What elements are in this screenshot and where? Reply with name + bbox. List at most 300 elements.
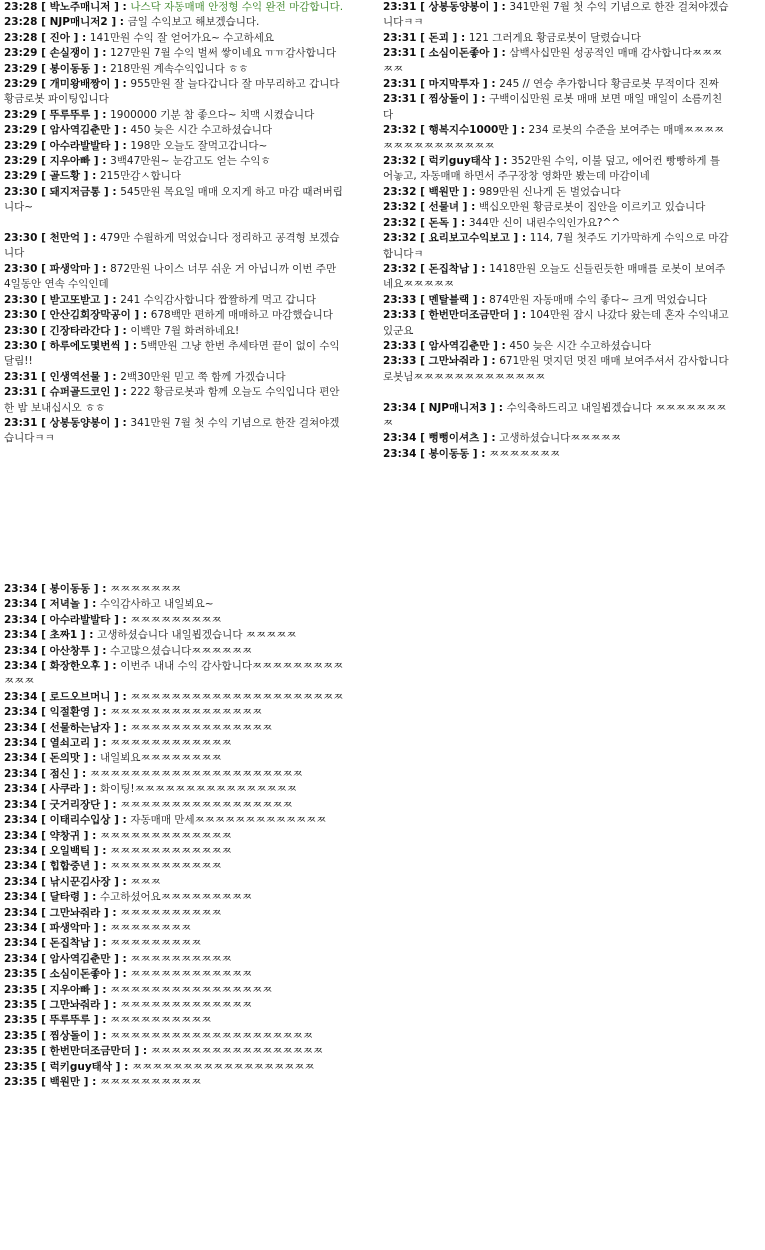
message-text: 479만 수월하게 먹었습니다 정리하고 공격형 보겠습니다 (4, 232, 340, 260)
bracket-close: ] : (486, 401, 507, 414)
bracket-open: [ (37, 737, 50, 750)
message-text: 545만원 목요일 매매 오지게 하고 마감 때려버립니다~ (4, 185, 343, 214)
bracket-open: [ (37, 629, 50, 642)
chat-message (4, 339, 346, 370)
message-timestamp: 23:30 (4, 185, 38, 198)
bracket-open: [ (416, 293, 429, 306)
message-text: ㅉㅉㅉㅉㅉㅉㅉㅉ (110, 921, 192, 934)
chat-message (4, 613, 346, 628)
bracket-close: ] : (107, 16, 128, 29)
message-timestamp: 23:34 (4, 598, 38, 611)
message-timestamp: 23:32 (383, 201, 417, 214)
message-text: 218만원 계속수익입니다 ㅎㅎ (110, 62, 249, 75)
message-text: ㅉㅉㅉㅉㅉㅉㅉㅉㅉㅉㅉㅉㅉ (99, 829, 232, 842)
bracket-close: ] : (110, 139, 131, 152)
message-timestamp: 23:34 (4, 721, 38, 734)
message-nickname: 돈집착남 (428, 262, 470, 275)
message-text: ㅉㅉㅉㅉㅉㅉㅉㅉㅉㅉㅉㅉ (110, 737, 232, 750)
message-nickname: 돼지저금통 (49, 185, 101, 198)
message-timestamp: 23:30 (4, 262, 38, 275)
chat-message (383, 46, 730, 77)
bracket-close: ] : (69, 767, 90, 780)
bracket-close: ] : (90, 583, 111, 595)
bracket-open: [ (37, 324, 50, 337)
bracket-close: ] : (90, 844, 111, 857)
message-nickname: 손실쟁이 (49, 47, 91, 60)
bracket-close: ] : (90, 108, 111, 121)
bracket-close: ] : (489, 339, 510, 352)
chat-log-panel-top-right (379, 0, 734, 533)
message-nickname: 굿거리장단 (49, 798, 101, 811)
bracket-close: ] : (90, 983, 111, 996)
message-nickname: 선물하는남자 (49, 721, 111, 734)
bracket-close: ] : (479, 78, 500, 91)
message-timestamp: 23:32 (383, 232, 417, 245)
message-timestamp: 23:34 (4, 814, 38, 827)
message-timestamp: 23:35 (4, 1060, 38, 1073)
message-text: 671만원 멋지던 멋진 매매 보여주셔서 감사합니다 로봇님ㅉㅉㅉㅉㅉㅉㅉㅉㅉㅉㅉㅉㅉ (383, 355, 729, 383)
bracket-close: ] : (77, 629, 98, 642)
message-nickname: 화장한오후 (49, 660, 101, 673)
message-text: 고생하셨습니다 내일뵙겠습니다 ㅉㅉㅉㅉㅉ (97, 629, 297, 642)
message-text: ㅉㅉㅉㅉㅉㅉㅉㅉㅉㅉㅉㅉㅉㅉㅉㅉ (110, 983, 273, 996)
bracket-close: ] : (469, 262, 490, 275)
message-nickname: 이태리수입상 (49, 814, 111, 827)
bracket-open: [ (37, 1029, 50, 1042)
chat-message (4, 628, 346, 643)
message-text: 341만원 7월 첫 수익 기념으로 한잔 걸쳐야겠습니다ㅋㅋ (383, 1, 729, 29)
bracket-open: [ (37, 767, 50, 780)
message-text: 3백47만원~ 눈감고도 얻는 수익ㅎ (110, 155, 271, 168)
message-text: 금일 수익보고 해보겠습니다. (127, 16, 260, 29)
bracket-open: [ (37, 1076, 50, 1088)
message-timestamp: 23:28 (4, 16, 38, 29)
bracket-open: [ (37, 108, 50, 121)
bracket-open: [ (37, 998, 50, 1011)
chat-message (4, 983, 346, 998)
bracket-close: ] : (80, 829, 100, 842)
bracket-open: [ (37, 644, 50, 657)
chat-message (4, 416, 346, 447)
message-timestamp: 23:29 (4, 170, 38, 183)
message-nickname: 암사역김춘만 (49, 124, 111, 137)
bracket-open: [ (37, 47, 50, 60)
bracket-open: [ (37, 370, 50, 383)
message-text: 198만 오늘도 잘먹고갑니다~ (130, 139, 268, 152)
message-text: ㅉㅉㅉㅉㅉㅉㅉㅉㅉㅉㅉㅉㅉㅉㅉㅉㅉㅉ (131, 1060, 315, 1073)
bracket-open: [ (37, 844, 50, 857)
message-nickname: 그만놔줘라 (428, 355, 480, 368)
chat-message (383, 154, 730, 185)
bracket-close: ] : (469, 293, 490, 306)
bracket-open: [ (416, 355, 429, 368)
bracket-close: ] : (509, 309, 530, 322)
message-nickname: NJP매니저3 (428, 401, 487, 414)
bracket-close: ] : (120, 339, 141, 352)
message-timestamp: 23:31 (383, 93, 417, 106)
bracket-close: ] : (80, 783, 100, 796)
chat-message (4, 77, 346, 108)
message-text: 나스닥 자동매매 안정형 수익 완전 마감합니다. (130, 1, 344, 13)
message-timestamp: 23:35 (4, 968, 38, 981)
message-timestamp: 23:34 (4, 829, 38, 842)
message-timestamp: 23:29 (4, 47, 38, 60)
bracket-open: [ (37, 155, 50, 168)
bracket-close: ] : (100, 906, 121, 919)
bracket-open: [ (37, 78, 50, 91)
bracket-close: ] : (100, 185, 121, 198)
message-text: 2백30만원 믿고 쭉 함께 가겠습니다 (120, 370, 286, 383)
message-text: 121 그러게요 황금로봇이 달렸습니다 (468, 31, 641, 44)
chat-message (383, 185, 730, 200)
chat-message (4, 169, 346, 184)
message-timestamp: 23:34 (4, 844, 38, 857)
message-text: 수고하셨어요ㅉㅉㅉㅉㅉㅉㅉㅉㅉ (99, 891, 253, 904)
bracket-close: ] : (130, 1045, 151, 1058)
bracket-close: ] : (80, 232, 100, 245)
bracket-open: [ (37, 124, 50, 137)
message-nickname: 점신 (49, 767, 70, 780)
chat-message (4, 582, 346, 597)
bracket-open: [ (37, 31, 50, 44)
bracket-open: [ (37, 952, 50, 965)
message-timestamp: 23:31 (4, 386, 38, 399)
message-text: 245 // 연승 추가합니다 황금로봇 무적이다 진짜 (499, 78, 719, 91)
message-text: ㅉㅉㅉㅉㅉㅉㅉㅉㅉㅉ (120, 906, 222, 919)
chat-message (383, 31, 730, 46)
chat-message (383, 77, 730, 92)
bracket-close: ] : (110, 814, 131, 827)
message-timestamp: 23:31 (383, 31, 417, 44)
message-timestamp: 23:34 (4, 891, 38, 904)
message-timestamp: 23:29 (4, 155, 38, 168)
bracket-open: [ (37, 875, 50, 888)
chat-message (4, 1044, 346, 1059)
bracket-open: [ (37, 921, 50, 934)
message-timestamp: 23:31 (383, 47, 417, 60)
bracket-close: ] : (90, 860, 111, 873)
message-text: 678백만 편하게 매매하고 마감했습니다 (150, 309, 333, 322)
bracket-close: ] : (100, 370, 121, 383)
chat-message (383, 123, 730, 154)
message-nickname: 소심이돈좋아 (49, 968, 111, 981)
message-nickname: 한번만더조금만더 (49, 1045, 131, 1058)
chat-message (383, 308, 730, 339)
message-timestamp: 23:29 (4, 124, 38, 137)
bracket-open: [ (37, 783, 50, 796)
message-timestamp: 23:33 (383, 339, 417, 352)
message-nickname: 돈괴 (428, 31, 449, 44)
message-nickname: 암사역김춘만 (428, 339, 490, 352)
chat-message (4, 921, 346, 936)
message-nickname: 뚜루뚜루 (49, 1014, 91, 1027)
message-text: ㅉㅉㅉㅉㅉㅉㅉ (489, 447, 561, 460)
message-timestamp: 23:34 (4, 660, 38, 673)
chat-message (4, 370, 346, 385)
message-nickname: 상봉동양봉이 (428, 1, 490, 13)
message-nickname: 달타령 (49, 891, 80, 904)
message-nickname: 진아 (49, 31, 70, 44)
chat-message (4, 31, 346, 46)
message-nickname: 박노주매니저 (49, 1, 111, 13)
bracket-close: ] : (90, 644, 111, 657)
chat-message (4, 15, 346, 30)
message-timestamp: 23:30 (4, 293, 38, 306)
message-text: 1418만원 오늘도 신들린듯한 매매를 로봇이 보여주네요ㅉㅉㅉㅉㅉ (383, 262, 726, 291)
message-text: 215만감ㅅ합니다 (99, 170, 181, 183)
chat-log-panel-bottom (0, 582, 350, 1250)
message-text: 화이팅!ㅉㅉㅉㅉㅉㅉㅉㅉㅉㅉㅉㅉㅉㅉㅉㅉ (99, 783, 297, 796)
message-text: 222 황금로봇과 함께 오늘도 수익입니다 편안한 밤 보내십시오 ㅎㅎ (4, 386, 340, 414)
message-nickname: 백원만 (49, 1076, 80, 1088)
bracket-open: [ (416, 124, 429, 137)
bracket-open: [ (37, 752, 50, 765)
bracket-close: ] : (110, 968, 131, 981)
chat-message (4, 1075, 346, 1090)
message-text: 344만 신이 내린수익인가요?^^ (468, 216, 621, 229)
bracket-close: ] : (69, 31, 90, 44)
message-timestamp: 23:34 (4, 629, 38, 642)
bracket-open: [ (37, 968, 50, 981)
chat-message (383, 339, 730, 354)
message-nickname: 슈퍼골드코인 (49, 386, 111, 399)
message-text: 삼백사십만원 성공적인 매매 감사합니다ㅉㅉㅉㅉㅉ (383, 47, 723, 75)
message-text: 352만원 수익, 이불 덮고, 에어컨 빵빵하게 틀어놓고, 자동매매 하면서 주구장창 영화만 봤는데 마감이네 (383, 155, 720, 183)
bracket-close: ] : (508, 124, 529, 137)
message-nickname: 상봉동양봉이 (49, 416, 111, 429)
message-nickname: 로드오브머니 (49, 690, 111, 703)
chat-message (4, 829, 346, 844)
message-nickname: 럭키guy태삭 (428, 155, 491, 168)
bracket-open: [ (416, 155, 429, 168)
bracket-open: [ (416, 401, 429, 414)
message-timestamp: 23:34 (4, 937, 38, 950)
bracket-open: [ (37, 798, 50, 811)
message-nickname: 행복지수1000만 (428, 124, 509, 137)
message-text: 234 로봇의 수준을 보여주는 매매ㅉㅉㅉㅉㅉㅉㅉㅉㅉㅉㅉㅉㅉㅉㅉ (383, 124, 725, 152)
message-timestamp: 23:31 (4, 370, 38, 383)
chat-message (4, 185, 346, 216)
message-timestamp: 23:32 (383, 124, 417, 137)
message-text: 127만원 7월 수익 벌써 쌓이네요 ㅠㅠ감사합니다 (110, 47, 337, 60)
bracket-close: ] : (90, 1029, 111, 1042)
bracket-close: ] : (100, 798, 121, 811)
message-nickname: 찜상돌이 (428, 93, 470, 106)
message-timestamp: 23:34 (383, 401, 417, 414)
bracket-open: [ (416, 31, 429, 44)
bracket-close: ] : (90, 47, 111, 60)
message-text: ㅉㅉㅉㅉㅉㅉㅉㅉㅉㅉㅉㅉㅉㅉ (130, 721, 273, 734)
bracket-close: ] : (90, 62, 111, 75)
bracket-open: [ (37, 690, 50, 703)
message-text: 이백만 7월 화려하네요! (130, 324, 240, 337)
message-nickname: 힙합중년 (49, 860, 91, 873)
message-nickname: NJP매니저2 (49, 16, 108, 29)
chat-message (4, 844, 346, 859)
message-timestamp: 23:34 (4, 706, 38, 719)
bracket-close: ] : (80, 598, 100, 611)
message-nickname: 뻥뻥이셔츠 (428, 432, 480, 445)
message-text: 수고많으셨습니다ㅉㅉㅉㅉㅉㅉ (110, 644, 253, 657)
message-nickname: 아수라발발타 (49, 613, 111, 626)
message-text: ㅉㅉㅉㅉㅉㅉㅉㅉㅉㅉㅉㅉㅉㅉㅉㅉㅉㅉㅉㅉㅉ (89, 767, 303, 780)
chat-message (4, 262, 346, 293)
bracket-close: ] : (110, 1, 131, 13)
bracket-open: [ (416, 78, 429, 91)
message-nickname: 인생역선물 (49, 370, 101, 383)
message-timestamp: 23:30 (4, 339, 38, 352)
message-nickname: 지우아빠 (49, 983, 91, 996)
bracket-open: [ (37, 386, 50, 399)
bracket-close: ] : (110, 124, 131, 137)
message-text: 989만원 신나게 돈 벌었습니다 (478, 185, 621, 198)
message-nickname: 익절환영 (49, 706, 91, 719)
bracket-open: [ (37, 62, 50, 75)
chat-message (383, 0, 730, 31)
message-text: ㅉㅉㅉㅉㅉㅉㅉㅉㅉㅉ (110, 1014, 212, 1027)
message-timestamp: 23:29 (4, 78, 38, 91)
chat-message (4, 385, 346, 416)
chat-message (4, 813, 346, 828)
message-nickname: 천만억 (49, 232, 80, 245)
message-nickname: 봉이동동 (49, 583, 91, 595)
chat-message (4, 597, 346, 612)
message-text: 874만원 자동매매 수익 좋다~ 크게 먹었습니다 (489, 293, 708, 306)
message-nickname: 긴장타라간다 (49, 324, 111, 337)
message-nickname: 안산김회장막공이 (49, 309, 131, 322)
bracket-open: [ (416, 309, 429, 322)
message-timestamp: 23:29 (4, 108, 38, 121)
chat-message (4, 998, 346, 1013)
message-timestamp: 23:32 (383, 185, 417, 198)
message-timestamp: 23:35 (4, 1014, 38, 1027)
message-timestamp: 23:34 (4, 613, 38, 626)
message-text: 자동매매 만세ㅉㅉㅉㅉㅉㅉㅉㅉㅉㅉㅉㅉㅉ (130, 814, 327, 827)
bracket-open: [ (37, 937, 50, 950)
message-timestamp: 23:31 (383, 1, 417, 13)
chat-message (4, 782, 346, 797)
bracket-close: ] : (448, 216, 469, 229)
message-timestamp: 23:34 (383, 447, 417, 460)
message-timestamp: 23:35 (4, 1045, 38, 1058)
chat-message (4, 690, 346, 705)
message-timestamp: 23:33 (383, 355, 417, 368)
chat-message (4, 293, 346, 308)
message-text: ㅉㅉㅉㅉㅉㅉㅉㅉㅉㅉㅉㅉㅉㅉㅉ (110, 706, 263, 719)
message-timestamp: 23:29 (4, 139, 38, 152)
message-timestamp: 23:34 (4, 644, 38, 657)
chat-message (4, 0, 346, 15)
message-nickname: 그만놔줘라 (49, 998, 101, 1011)
message-nickname: 받고또받고 (49, 293, 101, 306)
bracket-close: ] : (110, 952, 131, 965)
message-text: 5백만원 그냥 한번 추세타면 끝이 없이 수익 달림!! (4, 339, 340, 368)
message-timestamp: 23:35 (4, 998, 38, 1011)
message-nickname: 요리보고수익보고 (428, 232, 510, 245)
bracket-open: [ (416, 447, 429, 460)
bracket-close: ] : (110, 690, 131, 703)
message-text: ㅉㅉㅉㅉㅉㅉㅉㅉㅉㅉㅉㅉㅉㅉㅉㅉㅉ (150, 1045, 324, 1058)
message-nickname: 돈의맛 (49, 752, 80, 765)
message-nickname: 멘탈블랙 (428, 293, 470, 306)
bracket-open: [ (416, 262, 429, 275)
bracket-open: [ (37, 1060, 50, 1073)
message-nickname: 암사역김춘만 (49, 952, 111, 965)
message-text: ㅉㅉㅉㅉㅉㅉㅉㅉㅉㅉㅉㅉ (130, 968, 253, 981)
bracket-open: [ (37, 339, 50, 352)
message-text: ㅉㅉㅉㅉㅉㅉㅉㅉㅉㅉ (99, 1076, 202, 1088)
message-nickname: 낚시꾼김사장 (49, 875, 111, 888)
chat-message (4, 936, 346, 951)
bracket-open: [ (37, 583, 50, 595)
message-timestamp: 23:34 (4, 921, 38, 934)
message-nickname: 파생악마 (49, 921, 91, 934)
chat-message (4, 1060, 346, 1075)
bracket-close: ] : (110, 613, 131, 626)
bracket-close: ] : (479, 432, 500, 445)
message-timestamp: 23:34 (4, 875, 38, 888)
message-text: ㅉㅉㅉㅉㅉㅉㅉ (110, 583, 182, 595)
message-text: 1900000 기분 참 좋으다~ 치맥 시켰습니다 (110, 108, 315, 121)
message-text: 141만원 수익 잘 얻어가요~ 수고하세요 (89, 31, 275, 44)
bracket-open: [ (37, 613, 50, 626)
bracket-open: [ (37, 983, 50, 996)
message-nickname: 봉이동동 (49, 62, 91, 75)
chat-message (4, 705, 346, 720)
message-nickname: 아산창투 (49, 644, 91, 657)
bracket-close: ] : (479, 355, 500, 368)
bracket-open: [ (37, 1045, 50, 1058)
message-text: 241 수익감사합니다 짭짤하게 먹고 갑니다 (120, 293, 316, 306)
bracket-open: [ (37, 860, 50, 873)
chat-message (383, 431, 730, 446)
message-nickname: 봉이동동 (428, 447, 470, 460)
message-text: 450 늦은 시간 수고하셨습니다 (130, 124, 273, 137)
bracket-open: [ (37, 416, 50, 429)
chat-message (383, 293, 730, 308)
chat-blank-line (4, 216, 346, 231)
bracket-close: ] : (459, 185, 479, 198)
message-timestamp: 23:31 (383, 78, 417, 91)
chat-message (4, 644, 346, 659)
chat-message (4, 139, 346, 154)
bracket-open: [ (37, 1, 50, 13)
bracket-close: ] : (100, 998, 121, 1011)
chat-message (4, 952, 346, 967)
message-timestamp: 23:34 (4, 906, 38, 919)
message-timestamp: 23:35 (4, 1029, 38, 1042)
bracket-close: ] : (110, 324, 131, 337)
bracket-open: [ (416, 201, 429, 214)
message-timestamp: 23:34 (4, 737, 38, 750)
bracket-close: ] : (100, 660, 121, 673)
message-text: 수익감사하고 내일뵈요~ (99, 598, 214, 611)
message-timestamp: 23:28 (4, 1, 38, 13)
bracket-open: [ (37, 170, 50, 183)
bracket-close: ] : (80, 170, 100, 183)
bracket-close: ] : (80, 1076, 100, 1088)
bracket-open: [ (416, 432, 429, 445)
chat-message (383, 216, 730, 231)
bracket-close: ] : (100, 293, 121, 306)
chat-message (383, 401, 730, 432)
message-text: ㅉㅉㅉㅉㅉㅉㅉㅉㅉㅉㅉㅉㅉㅉㅉㅉㅉ (120, 798, 293, 811)
message-nickname: 사쿠라 (49, 783, 80, 796)
message-nickname: 한번만더조금만더 (428, 309, 510, 322)
bracket-close: ] : (469, 93, 490, 106)
chat-message (4, 324, 346, 339)
bracket-open: [ (37, 232, 50, 245)
